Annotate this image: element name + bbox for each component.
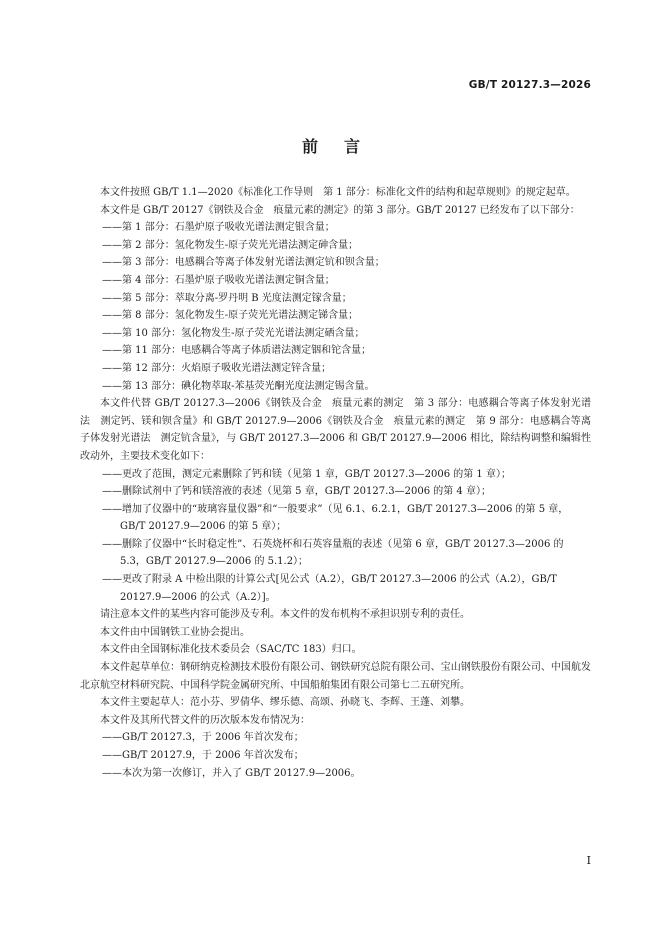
foreword-body xyxy=(80,184,591,782)
paragraph: 本文件主要起草人：范小芬、罗倩华、缪乐德、高颂、孙晓飞、李辉、王蓬、刘攀。 xyxy=(100,697,470,709)
list-item: ——更改了附录 A 中检出限的计算公式[见公式（A.2），GB/T 20127.3—2006 的公式（A.2），GB/T 20127.9—2006 的公式（A.2）]。 xyxy=(102,574,557,603)
page-title: 前言 xyxy=(301,137,386,156)
list-item: ——第 5 部分：萃取分离-罗丹明 B 光度法测定镓含量； xyxy=(102,292,352,304)
list-item: ——第 10 部分：氢化物发生-原子荧光光谱法测定硒含量； xyxy=(102,327,365,339)
document-id: GB/T 20127.3—2026 xyxy=(468,79,591,91)
paragraph: 本文件及其所代替文件的历次版本发布情况为： xyxy=(100,714,310,726)
list-item: ——第 8 部分：氢化物发生-原子荧光光谱法测定锑含量； xyxy=(102,310,359,322)
list-item: ——第 3 部分：电感耦合等离子体发射光谱法测定钪和钡含量； xyxy=(102,257,385,269)
paragraph: 请注意本文件的某些内容可能涉及专利。本文件的发布机构不承担识别专利的责任。 xyxy=(100,609,470,621)
list-item: ——增加了仪器中的“玻璃容量仪器”和“一般要求”（见 6.1、6.2.1，GB/T 20127.3—2006 的第 5 章，GB/T 20127.9—2006 的第 5 章）； xyxy=(102,503,569,533)
list-item: ——第 2 部分：氢化物发生-原子荧光光谱法测定砷含量； xyxy=(102,239,359,251)
list-item: ——第 1 部分：石墨炉原子吸收光谱法测定银含量； xyxy=(102,222,335,234)
list-item: ——删除了仪器中“长时稳定性”、石英烧杯和石英容量瓶的表述（见第 6 章，GB/T 20127.3—2006 的 5.3，GB/T 20127.9—2006 的 5.1.2）； xyxy=(102,538,564,568)
list-item: ——第 13 部分：碘化物萃取-苯基荧光酮光度法测定锡含量。 xyxy=(102,380,375,392)
list-item: ——第 11 部分：电感耦合等离子体质谱法测定铟和铊含量； xyxy=(102,345,372,357)
paragraph: 本文件代替 GB/T 20127.3—2006《钢铁及合金 痕量元素的测定 第 3 部分：电感耦合等离子体发射光谱法 测定钙、镁和钡含量》和 GB/T 20127.9—2006《钢铁及合金 痕量元素的测定 第 9 部分：电感耦合等离子体发射光谱法 测定钪含量》，与 GB/T 20127.3—2006 和 GB/T 20127.9—2006 相比，除结构调整和编辑性改动外，主要技术变化如下： xyxy=(80,398,591,462)
list-item: ——本次为第一次修订，并入了 GB/T 20127.9—2006。 xyxy=(102,767,361,779)
list-item: ——更改了范围，测定元素删除了钙和镁（见第 1 章，GB/T 20127.3—2006 的第 1 章）； xyxy=(102,468,511,480)
paragraph: 本文件由全国钢标准化技术委员会（SAC/TC 183）归口。 xyxy=(100,644,362,656)
list-item: ——第 12 部分：火焰原子吸收光谱法测定锌含量； xyxy=(102,362,332,374)
paragraph: 本文件起草单位：钢研纳克检测技术股份有限公司、钢铁研究总院有限公司、宝山钢铁股份有限公司、中国航发北京航空材料研究院、中国科学院金属研究所、中国船舶集团有限公司第七二五研究所。 xyxy=(80,662,591,691)
list-item: ——GB/T 20127.3，于 2006 年首次发布； xyxy=(102,732,304,744)
paragraph: 本文件是 GB/T 20127《钢铁及合金 痕量元素的测定》的第 3 部分。GB/T 20127 已经发布了以下部分： xyxy=(100,204,580,216)
paragraph: 本文件按照 GB/T 1.1—2020《标准化工作导则 第 1 部分：标准化文件的结构和起草规则》的规定起草。 xyxy=(100,187,576,198)
page-number: I xyxy=(586,854,591,867)
paragraph: 本文件由中国钢铁工业协会提出。 xyxy=(100,626,250,638)
list-item: ——第 4 部分：石墨炉原子吸收光谱法测定铜含量； xyxy=(102,274,335,286)
list-item: ——删除试剂中了钙和镁溶液的表述（见第 5 章，GB/T 20127.3—2006 的第 4 章）； xyxy=(102,486,491,498)
list-item: ——GB/T 20127.9，于 2006 年首次发布； xyxy=(102,750,304,761)
